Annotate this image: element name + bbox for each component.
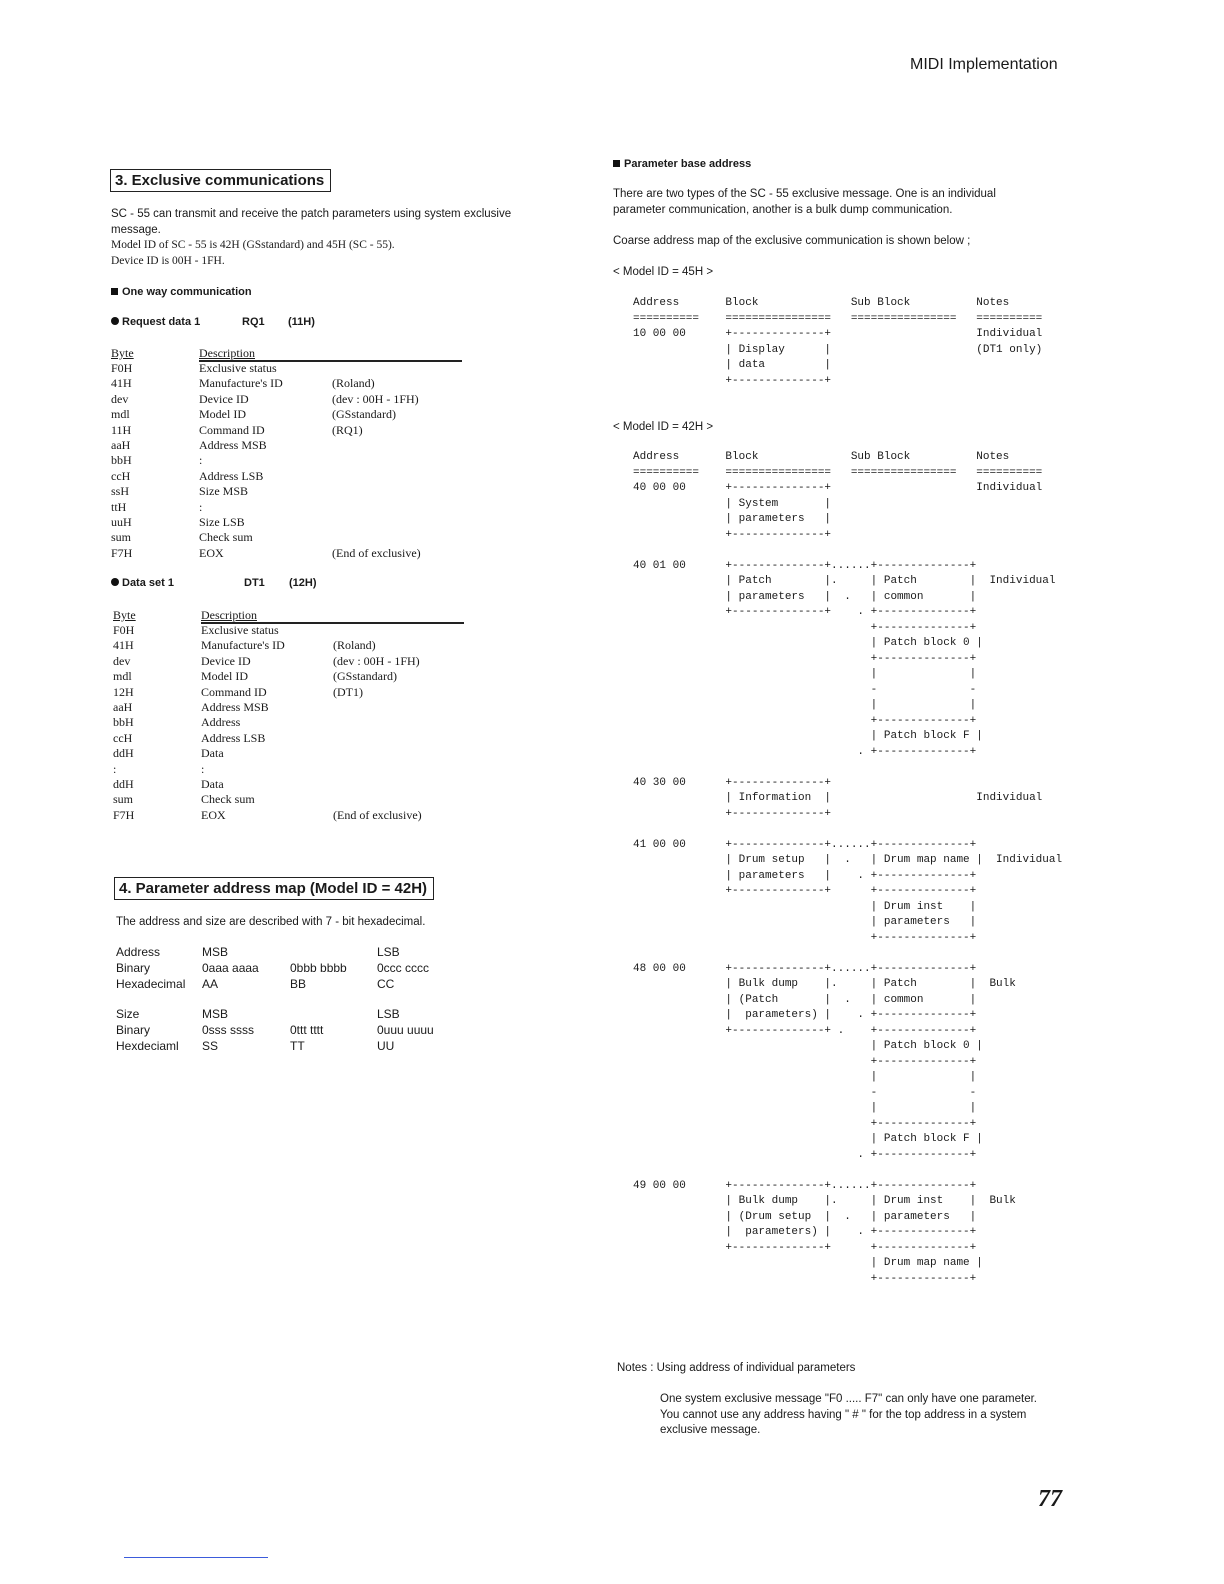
table-cell: 0sss ssss [202,1023,255,1037]
table-cell: AA [202,977,219,991]
notes-text [660,1392,1080,1439]
table-cell: Hexdeciaml [116,1039,179,1053]
table-cell: (GSstandard) [332,407,396,422]
table-cell: : [113,761,117,776]
table-cell: Model ID [199,407,246,422]
table-cell: ssH [111,484,130,499]
table-cell: Exclusive status [199,361,277,375]
intro-line: Model ID of SC - 55 is 42H (GSstandard) and 45H (SC - 55). [111,239,395,251]
table-cell: Hexadecimal [116,977,186,991]
table-cell: F7H [111,545,133,560]
square-bullet-icon [111,288,118,295]
intro-line: Device ID is 00H - 1FH. [111,254,225,267]
table-cell: 0ttt tttt [290,1023,324,1037]
notes-line: You cannot use any address having " # " for the top address in a system [660,1408,1027,1421]
col-header-byte: Byte [113,608,136,622]
table-cell: Binary [116,961,151,975]
section-3-intro [111,207,571,269]
notes-label: Notes : Using address of individual parameters [617,1362,856,1374]
table-cell: 0uuu uuuu [377,1023,434,1037]
intro-line: message. [111,223,161,236]
model-45-label: < Model ID = 45H > [613,266,714,278]
table-cell: Exclusive status [201,623,279,637]
col-header-byte: Byte [111,346,134,360]
page-header-title: MIDI Implementation [910,56,1058,73]
dt1-table [113,608,473,833]
table-cell: MSB [202,1007,229,1021]
table-cell: dev [111,391,129,406]
table-cell: uuH [111,515,132,529]
table-cell: 41H [113,638,134,653]
table-cell: TT [290,1039,305,1053]
table-cell: : [201,761,205,776]
table-cell: F0H [113,623,135,637]
table-cell: Check sum [199,530,253,545]
table-cell: bbH [113,715,134,730]
table-cell: Command ID [199,422,265,437]
table-cell: (End of exclusive) [333,807,422,822]
section-4-title: 4. Parameter address map (Model ID = 42H) [114,877,434,900]
table-cell: ccH [111,468,131,483]
table-cell: Check sum [201,792,255,807]
model-42-label: < Model ID = 42H > [613,421,714,433]
table-cell: Command ID [201,684,267,699]
bullet-icon [111,578,119,586]
table-cell: : [199,453,203,468]
table-cell: bbH [111,453,132,468]
table-cell: (GSstandard) [333,669,397,684]
table-cell: SS [202,1039,219,1053]
table-cell: LSB [377,1007,400,1021]
table-cell: (dev : 00H - 1FH) [332,391,419,406]
footer-rule [124,1557,268,1558]
coarse-map-text: Coarse address map of the exclusive communication is shown below ; [613,235,971,247]
table-cell: Size [116,1007,140,1021]
address-map-45h: Address Block Sub Block Notes ========== ================ ================ ========== 10 00 00 +--------------+ Individual | Display | (DT1 only) | data | +--------------+ [633,297,1043,387]
table-cell: MSB [202,945,229,959]
table-cell: Binary [116,1023,151,1037]
parameter-base-intro [613,187,1073,218]
notes-line: exclusive message. [660,1424,761,1436]
page-number: 77 [1038,1486,1062,1512]
table-cell: (Roland) [333,638,376,653]
table-cell: 12H [113,684,134,699]
table-cell: ddH [113,777,134,791]
section-4-intro: The address and size are described with 7 - bit hexadecimal. [116,916,426,928]
notes-line: One system exclusive message "F0 ..... F7" can only have one parameter. [660,1393,1037,1405]
intro-line: SC - 55 can transmit and receive the patch parameters using system exclusive [111,208,512,220]
parameter-base-heading: Parameter base address [613,158,751,170]
table-cell: Manufacture's ID [199,376,283,391]
section-3-title: 3. Exclusive communications [110,169,331,192]
table-cell: sum [111,530,132,545]
table-cell: 0ccc cccc [377,961,430,975]
intro-line: There are two types of the SC - 55 exclusive message. One is an individual [613,188,996,200]
square-bullet-icon [613,160,620,167]
table-cell: ttH [111,499,127,514]
table-cell: ccH [113,730,133,745]
table-cell: Address MSB [199,438,267,452]
table-cell: UU [377,1039,395,1053]
table-cell: Model ID [201,669,248,684]
table-cell: ddH [113,746,134,761]
table-cell: (Roland) [332,376,375,391]
table-cell: Manufacture's ID [201,638,285,653]
table-cell: Address LSB [199,468,264,483]
table-cell: dev [113,653,131,668]
table-cell: (dev : 00H - 1FH) [333,653,420,668]
table-cell: LSB [377,945,400,959]
table-cell: EOX [199,545,224,560]
table-cell: (RQ1) [332,422,363,437]
address-format-table [116,945,476,995]
table-cell: Data [201,777,224,791]
col-header-description: Description [201,608,257,622]
rq1-table [111,346,471,571]
table-cell: Address [116,945,161,959]
table-cell: Device ID [201,653,251,668]
table-cell: 0bbb bbbb [290,961,347,975]
address-map-42h: Address Block Sub Block Notes ========== ================ ================ ========== 40 00 00 +--------------+ Individual | System | | parameters | +--------------+ 40 01 00 +--------------+......+--------------+ | Patch |. | Patch | Individual | parameters | . | common | +--------------+ . +--------------+ +--------------+ | Patch block 0 | +--------------+ | | - - | | +--------------+ | Patch block F | . +--------------+ 40 30 00 +--------------+ | Information | Individual +--------------+ 41 00 00 +--------------+......+--------------+ | Drum setup | . | Drum map name | Individual | parameters | . +--------------+ +--------------+ +--------------+ | Drum inst | | parameters | +--------------+ 48 00 00 +--------------+......+--------------+ | Bulk dump |. | Patch | Bulk | (Patch | . | common | | parameters) | . +--------------+ +--------------+ . +--------------+ | Patch block 0 | +--------------+ | | - - | | +--------------+ | Patch block F | . +--------------+ 49 00 00 +--------------+......+--------------+ | Bulk dump |. | Drum inst | Bulk | (Drum setup | . | parameters | | parameters) | . +--------------+ +--------------+ +--------------+ | Drum map name | +--------------+ [633,451,1063,1285]
table-cell: 0aaa aaaa [202,961,259,975]
table-cell: BB [290,977,307,991]
table-cell: 41H [111,376,132,391]
table-cell: Size MSB [199,484,249,499]
intro-line: parameter communication, another is a bulk dump communication. [613,203,953,216]
table-cell: sum [113,792,134,807]
table-cell: (DT1) [333,684,363,699]
bullet-icon [111,317,119,325]
dt1-heading: Data set 1 DT1 (12H) [111,577,441,589]
table-cell: F7H [113,807,135,822]
table-cell: aaH [113,700,133,714]
col-header-description: Description [199,346,255,360]
rq1-heading: Request data 1 RQ1 (11H) [111,316,441,328]
table-cell: mdl [111,407,130,422]
table-cell: CC [377,977,395,991]
table-cell: Device ID [199,391,249,406]
table-cell: : [199,499,203,514]
size-format-table [116,1007,476,1057]
table-cell: (End of exclusive) [332,545,421,560]
table-cell: F0H [111,361,133,375]
table-cell: EOX [201,807,226,822]
table-cell: Size LSB [199,515,245,529]
table-cell: mdl [113,669,132,684]
table-cell: Address LSB [201,730,266,745]
one-way-heading: One way communication [111,286,252,298]
table-cell: Data [201,746,224,761]
table-cell: 11H [111,422,132,437]
table-cell: aaH [111,438,131,452]
table-cell: Address [201,715,241,730]
table-cell: Address MSB [201,700,269,714]
